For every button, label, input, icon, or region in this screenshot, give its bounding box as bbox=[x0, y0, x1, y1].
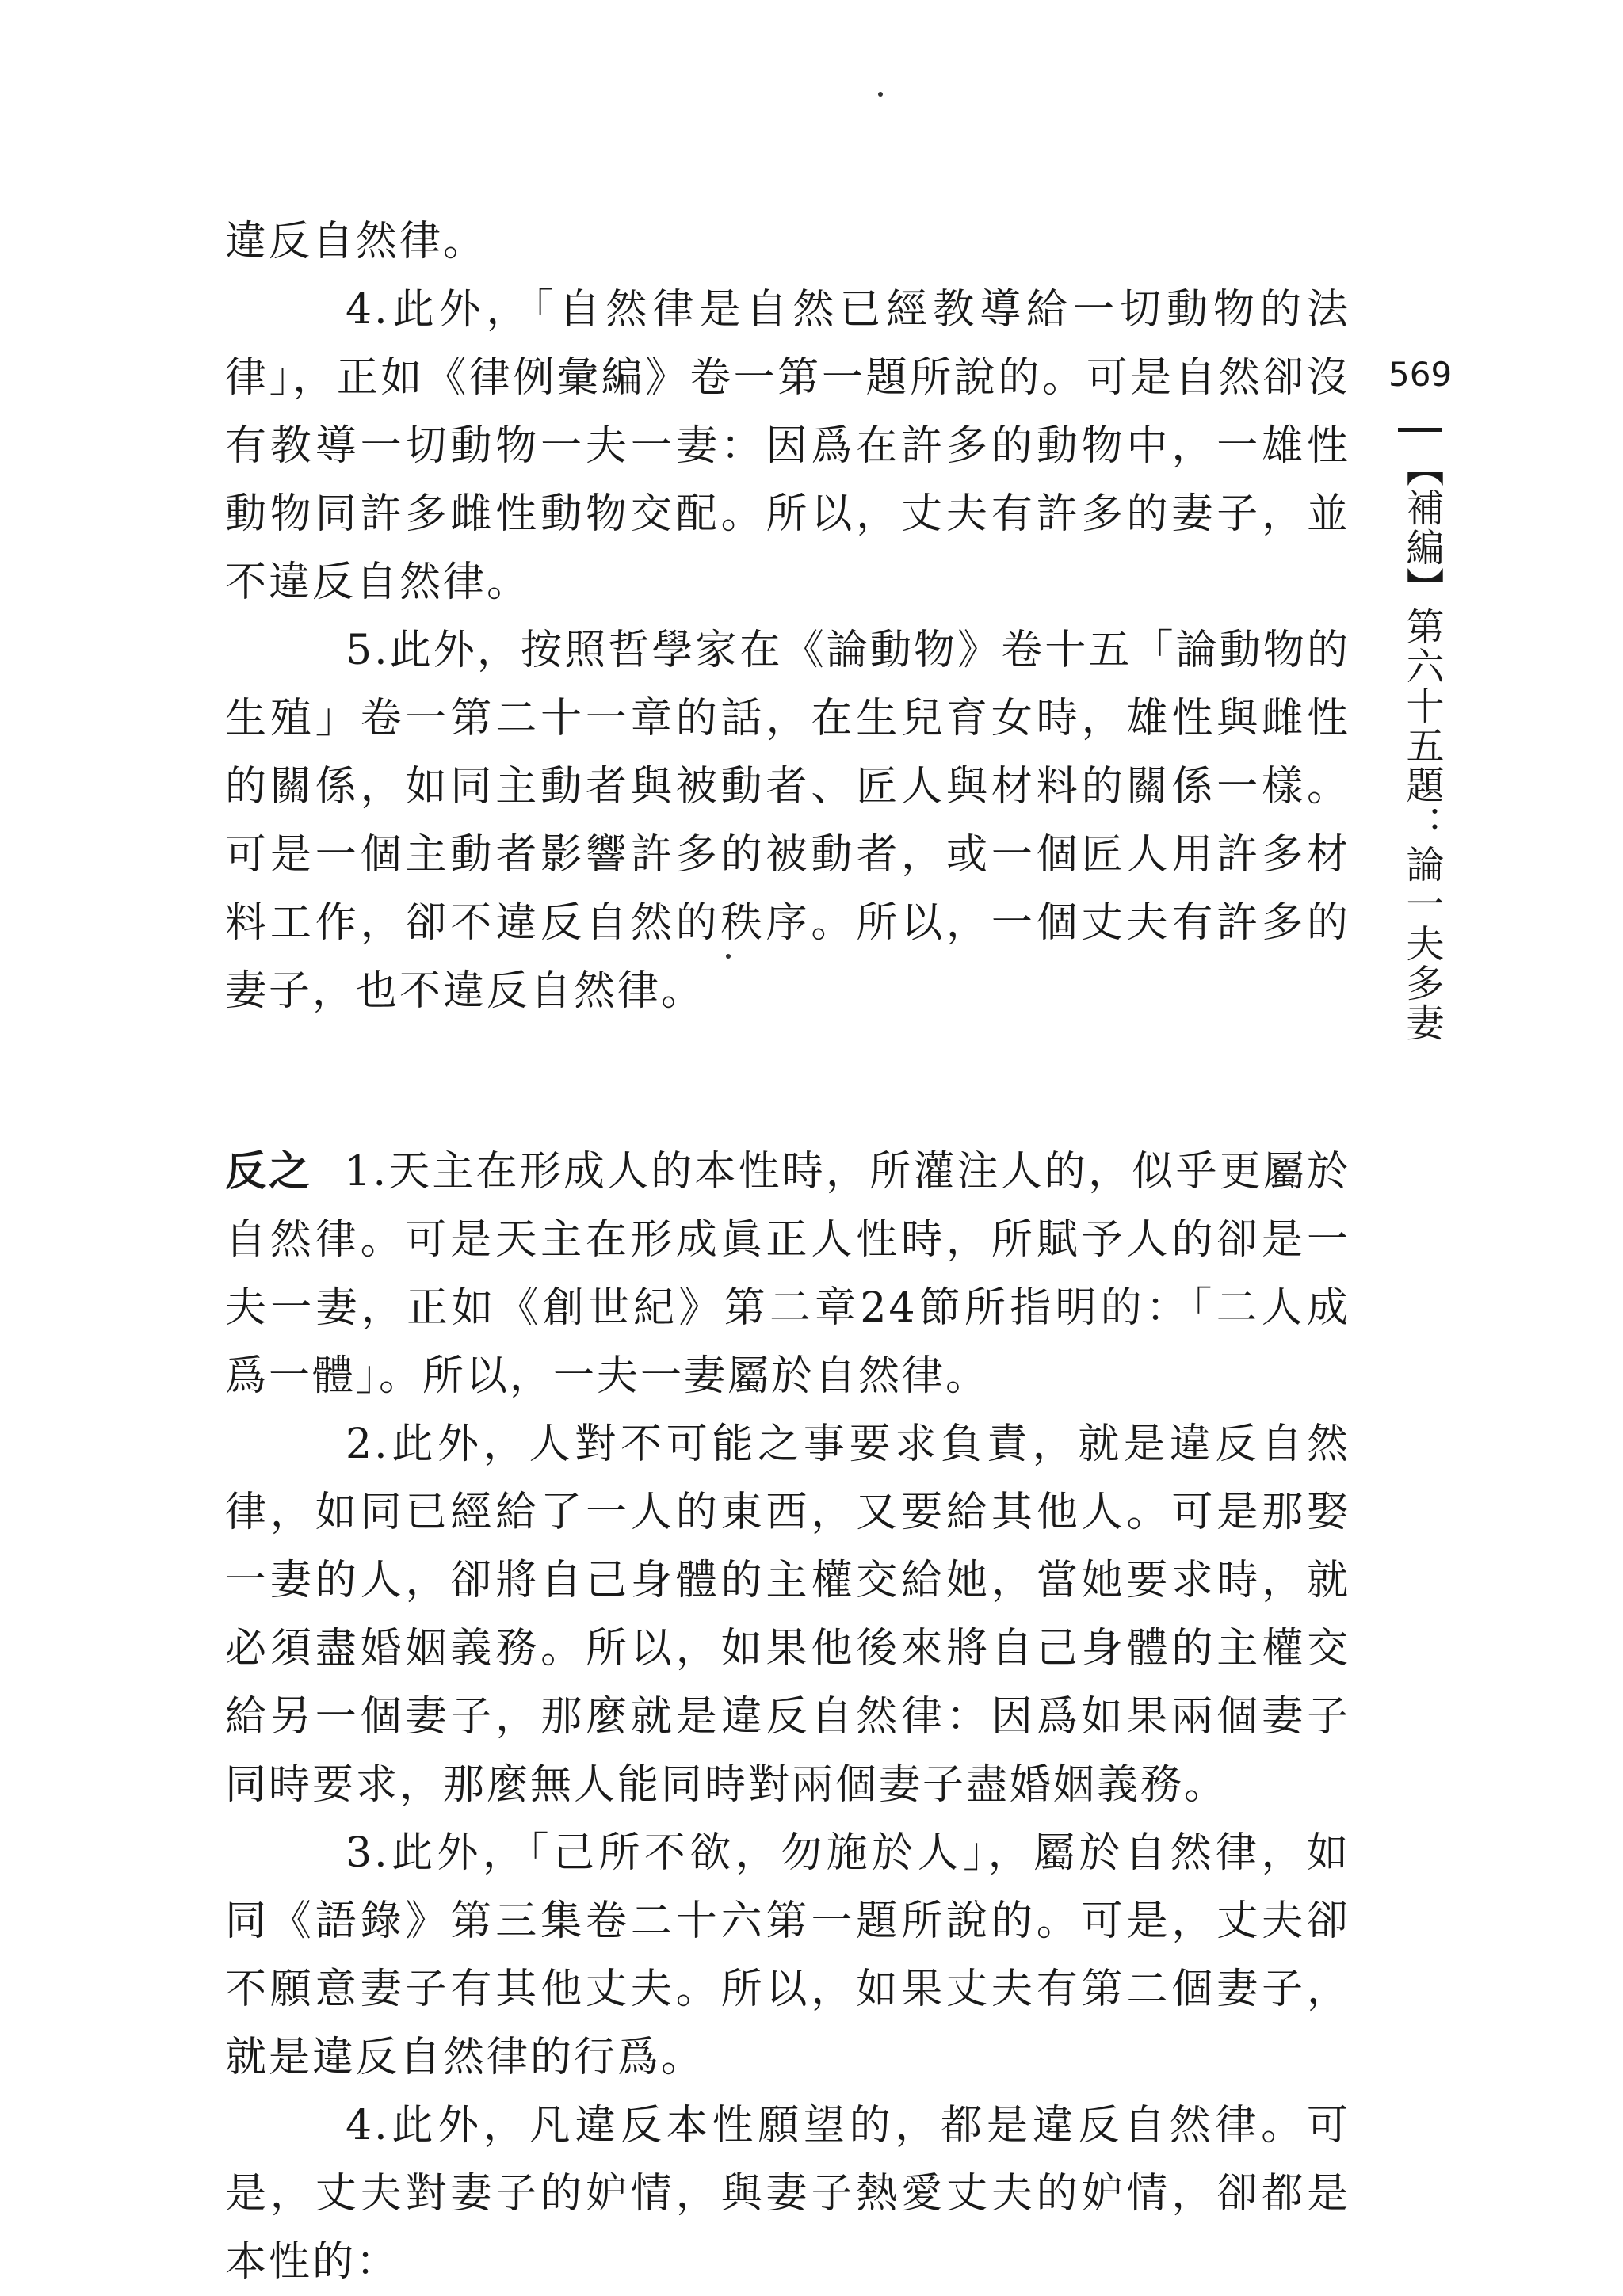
paragraph-4 bbox=[225, 1138, 1350, 1410]
section-lead: 反之 bbox=[225, 1148, 313, 1196]
paragraph-7: 4.此外，凡違反本性願望的，都是違反自然律。可是，丈夫對妻子的妒情，與妻子熱愛丈夫的妒情，卻都是本性的： bbox=[225, 2102, 1350, 2286]
paragraph-4-text: 1.天主在形成人的本性時，所灌注人的，似乎更屬於自然律。可是天主在形成眞正人性時，所賦予人的卻是一夫一妻，正如《創世紀》第二章24節所指明的：「二人成爲一體」。所以，一夫一妻屬於自然律。 bbox=[225, 1148, 1350, 1400]
paragraph-6: 3.此外，「己所不欲，勿施於人」，屬於自然律，如同《語錄》第三集卷二十六第一題所說的。可是，丈夫卻不願意妻子有其他丈夫。所以，如果丈夫有第二個妻子，就是違反自然律的行爲。 bbox=[225, 1829, 1350, 2081]
paragraph-1: 違反自然律。 bbox=[225, 218, 487, 265]
header-rule bbox=[1398, 428, 1442, 432]
running-head: 【補編】第六十五題：論一夫多妻 bbox=[1400, 448, 1444, 1043]
section-gap bbox=[225, 1025, 1350, 1138]
speck-mark bbox=[878, 92, 883, 97]
paragraph-5: 2.此外，人對不可能之事要求負責，就是違反自然律，如同已經給了一人的東西，又要給其他人。可是那娶一妻的人，卻將自己身體的主權交給她，當她要求時，就必須盡婚姻義務。所以，如果他後來將自己身體的主權交給另一個妻子，那麼就是違反自然律：因爲如果兩個妻子同時要求，那麼無人能同時對兩個妻子盡婚姻義務。 bbox=[225, 1421, 1350, 1809]
body-text bbox=[225, 208, 1350, 2296]
paragraph-2: 4.此外，「自然律是自然已經教導給一切動物的法律」，正如《律例彙編》卷一第一題所說的。可是自然卻沒有教導一切動物一夫一妻：因爲在許多的動物中，一雄性動物同許多雌性動物交配。所以，丈夫有許多的妻子，並不違反自然律。 bbox=[225, 286, 1350, 606]
speck-mark bbox=[726, 954, 731, 959]
page-number: 569 bbox=[1388, 355, 1453, 394]
paragraph-3: 5.此外，按照哲學家在《論動物》卷十五「論動物的生殖」卷一第二十一章的話，在生兒育女時，雄性與雌性的關係，如同主動者與被動者、匠人與材料的關係一樣。可是一個主動者影響許多的被動者，或一個匠人用許多材料工作，卻不違反自然的秩序。所以，一個丈夫有許多的妻子，也不違反自然律。 bbox=[225, 627, 1350, 1015]
